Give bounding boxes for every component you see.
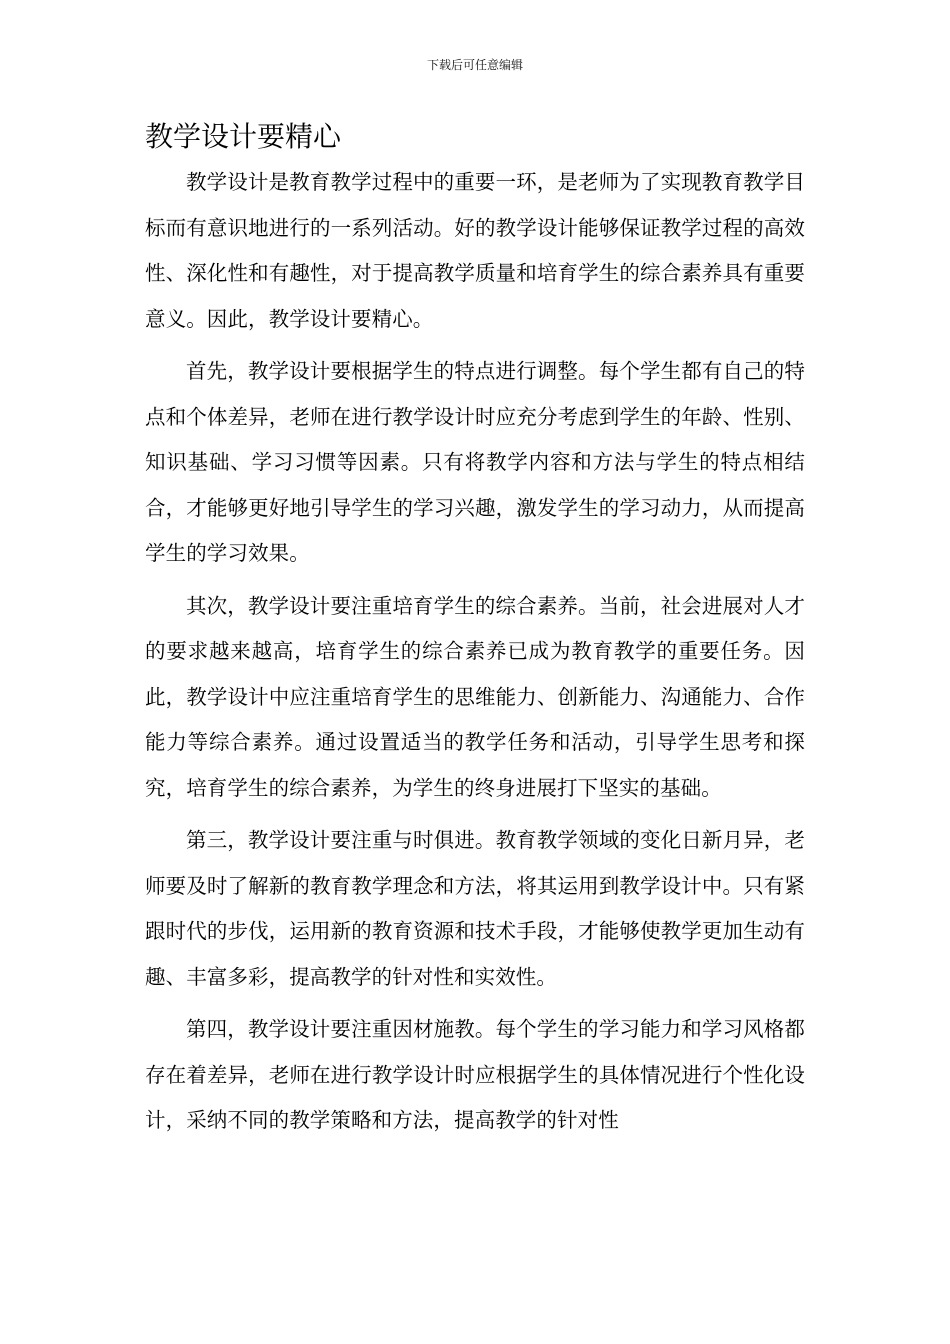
paragraph-first-point: 首先，教学设计要根据学生的特点进行调整。每个学生都有自己的特点和个体差异，老师在进行教学设计时应充分考虑到学生的年龄、性别、知识基础、学习习惯等因素。只有将教学内容和方法与学生的特点相结合，才能够更好地引导学生的学习兴趣，激发学生的学习动力，从而提高学生的学习效果。 bbox=[145, 359, 805, 565]
document-title: 教学设计要精心 bbox=[145, 120, 342, 153]
paragraph-fourth-point: 第四，教学设计要注重因材施教。每个学生的学习能力和学习风格都存在着差异，老师在进行教学设计时应根据学生的具体情况进行个性化设计，采纳不同的教学策略和方法，提高教学的针对性 bbox=[145, 1017, 805, 1132]
paragraph-intro: 教学设计是教育教学过程中的重要一环，是老师为了实现教育教学目标而有意识地进行的一系列活动。好的教学设计能够保证教学过程的高效性、深化性和有趣性，对于提高教学质量和培育学生的综合素养具有重要意义。因此，教学设计要精心。 bbox=[145, 170, 805, 331]
paragraph-third-point: 第三，教学设计要注重与时俱进。教育教学领域的变化日新月异，老师要及时了解新的教育教学理念和方法，将其运用到教学设计中。只有紧跟时代的步伐，运用新的教育资源和技术手段，才能够使教学更加生动有趣、丰富多彩，提高教学的针对性和实效性。 bbox=[145, 828, 805, 989]
page-header: 下载后可任意编辑 bbox=[426, 58, 523, 72]
paragraph-second-point: 其次，教学设计要注重培育学生的综合素养。当前，社会进展对人才的要求越来越高，培育学生的综合素养已成为教育教学的重要任务。因此，教学设计中应注重培育学生的思维能力、创新能力、沟通能力、合作能力等综合素养。通过设置适当的教学任务和活动，引导学生思考和探究，培育学生的综合素养，为学生的终身进展打下坚实的基础。 bbox=[145, 593, 805, 800]
document-body bbox=[145, 160, 805, 1151]
